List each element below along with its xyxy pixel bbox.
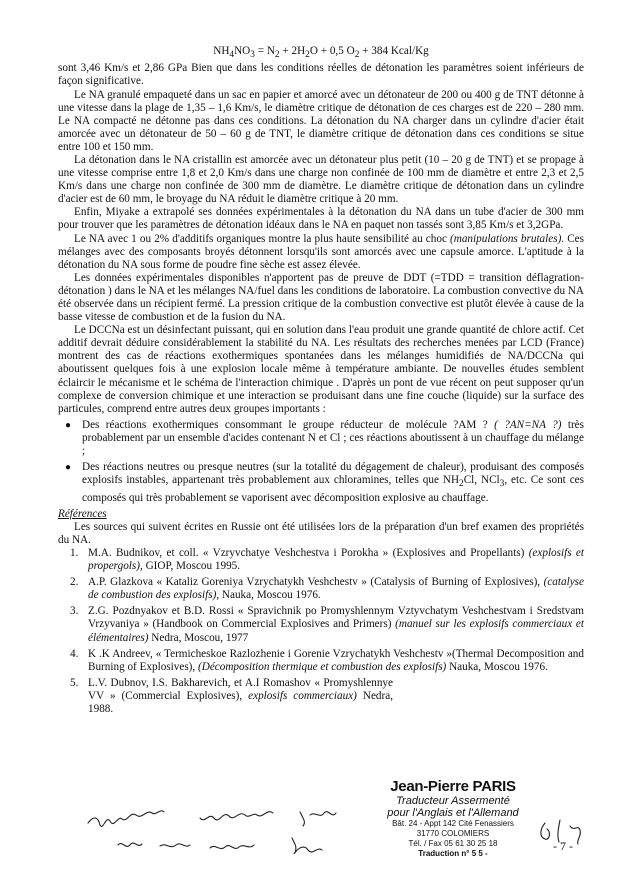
reference-item: 4. K .K Andreev, « Termicheskoe Razlozhenie i Gorenie Vzrychatykh Veshchestv »(Thermal Decomposition and Burning of Explosives), (Décomposition thermique et combustion des explosifs) Nauka, Moscou 1976.	[70, 647, 584, 673]
references-heading: Références	[58, 507, 107, 520]
references-list	[58, 547, 584, 716]
paragraph-granulated-na: Le NA granulé empaqueté dans un sac en papier et amorcé avec un détonateur de 200 ou 400 g de TNT détonne à une vitesse dans la plage de 1,35 – 1,6 Km/s, le diamètre critique de détonation de ces charges est de 220 – 280 mm. Le NA compacté ne détonne pas dans ces conditions. La détonation du NA charger dans un cylindre d'acier était amorcée avec un détonateur de 50 – 60 g de TNT, le diamètre critique de détonation dans ces conditions se situe entre 100 et 150 mm.	[58, 88, 584, 153]
bullet-icon: ●	[65, 419, 72, 431]
reaction-groups-list	[58, 419, 584, 505]
translator-languages: pour l'Anglais et l'Allemand	[387, 807, 519, 819]
translator-name: Jean-Pierre PARIS	[390, 778, 516, 795]
translator-address: Bât. 24 - Appt 142 Cité Fenassiers	[392, 819, 514, 828]
translator-phone: Tél. / Fax 05 61 30 25 18	[408, 839, 498, 848]
references-intro: Les sources qui suivent écrites en Russie ont été utilisées lors de la préparation d'un bref examen des propriétés du NA.	[58, 520, 584, 546]
reaction-equation: $NH_4NO_3 = N_2 + 2H_2O + 0,5$ $O_2 + 384$ Kcal/Kg	[213, 45, 429, 61]
paragraph-crystalline-na: La détonation dans le NA cristallin est amorcée avec un détonateur plus petit (10 – 20 g de TNT) et se propage à une vitesse comprise entre 1,8 et 2,0 Km/s dans une charge non confinée de 100 mm de diamètre et entre 2,3 et 2,5 Km/s dans une charge non confinée de 300 mm de diamètre. Le diamètre critique de détonation dans un cylindre d'acier est de 60 mm, le broyage du NA réduit le diamètre critique à 20 mm.	[58, 153, 584, 206]
list-item: ● Des réactions neutres ou presque neutres (sur la totalité du dégagement de chaleur), produisant des composés explosifs instables, appartenant très probablement aux chloramines, telles que $NH_2Cl$, NCl$_3$, etc. Ce sont ces composés qui très probablement se vaporisent avec décomposition explosive au chauffage.	[65, 461, 584, 504]
reference-item: 5. L.V. Dubnov, I.S. Bakharevich, et A.I Romashov « Promyshlennye VV » (Commercial Explosives), explosifs commerciaux) Nedra, 1988.	[70, 676, 393, 715]
translator-title: Traducteur Assermenté	[396, 795, 510, 807]
document-body	[58, 45, 584, 719]
reference-item: 2. A.P. Glazkova « Kataliz Goreniya Vzrychatykh Veshchestv » (Catalysis of Burning of Explosives), (catalyse de combustion des explosifs), Nauka, Moscou 1976.	[70, 576, 584, 602]
paragraph-organic-additives: Le NA avec 1 ou 2% d'additifs organiques montre la plus haute sensibilité au choc (manipulations brutales). Ces mélanges avec des composants broyés détonnent lorsqu'ils sont amorcés avec une capsule amorce. L'aptitude à la détonation du NA sous forme de poudre fine sèche est assez élevée.	[58, 232, 584, 271]
page-number: - 7 -	[553, 839, 573, 853]
bullet-icon: ●	[65, 462, 72, 474]
paragraph-ddt: Les données expérimentales disponibles n'apportent pas de preuve de DDT (=TDD = transition déflagration-détonation ) dans le NA et les mélanges NA/fuel dans les conditions de laboratoire. La combustion convective du NA été observée dans un récipient fermé. La pression critique de la combustion convective est plutôt élevée à cause de la basse vitesse de combustion et de la fusion du NA.	[58, 271, 584, 324]
paragraph-miyake: Enfin, Miyake a extrapolé ses données expérimentales à la détonation du NA dans un tube d'acier de 300 mm pour trouver que les paramètres de détonation idéaux dans le NA en paquet non tassés sont 3,85 Km/s et 3,2GPa.	[58, 206, 584, 232]
translation-number: Traduction n° 5 5 -	[418, 849, 488, 858]
reference-item: 3. Z.G. Pozdnyakov et B.D. Rossi « Spravichnik po Promyshlennym Vztyvchatym Veshchestvam i Sredstvam Vrzyvaniya » (Handbook on Commercial Explosives and Primers) (manuel sur les explosifs commerciaux et élémentaires) Nedra, Moscou, 1977	[70, 605, 584, 644]
paragraph-dccna: Le DCCNa est un désinfectant puissant, qui en solution dans l'eau produit une grande quantité de chlore actif. Cet additif devrait déduire considérablement la stabilité du NA. Les résultats des recherches menées par LCD (France) montrent des cas de réactions exothermiques spontanées dans les mélanges humidifiés de NA/DCCNa qui aboutissent quelques fois à une explosion locale même à température ambiante. De nouvelles études semblent éclaircir le mécanisme et le schéma de l'interaction chimique . D'après un pont de vue récent on peut supposer qu'un complexe de conversion chimique et une interaction se produisant dans une fine couche (liquide) sur la surface des particules, comprend entre autres deux groupes importants :	[58, 324, 584, 415]
translator-stamp	[363, 779, 543, 859]
reference-item: 1. M.A. Budnikov, et coll. « Vzryvchatye Veshchestva i Porokha » (Explosives and Propellants) (explosifs et propergols), GIOP, Moscou 1995.	[70, 546, 585, 573]
list-item: ● Des réactions exothermiques consommant le groupe réducteur de molécule ?AM ? ( ?AN=NA ?) très probablement par un ensemble d'acides contenant N et Cl ; ces réactions aboutissent à un chauffage du mélange ;	[65, 418, 585, 458]
translator-city: 31770 COLOMIERS	[416, 829, 490, 838]
paragraph-continuation: sont 3,46 Km/s et 2,86 GPa Bien que dans les conditions réelles de détonation les paramètres soient inférieurs de façon significative.	[58, 62, 584, 88]
